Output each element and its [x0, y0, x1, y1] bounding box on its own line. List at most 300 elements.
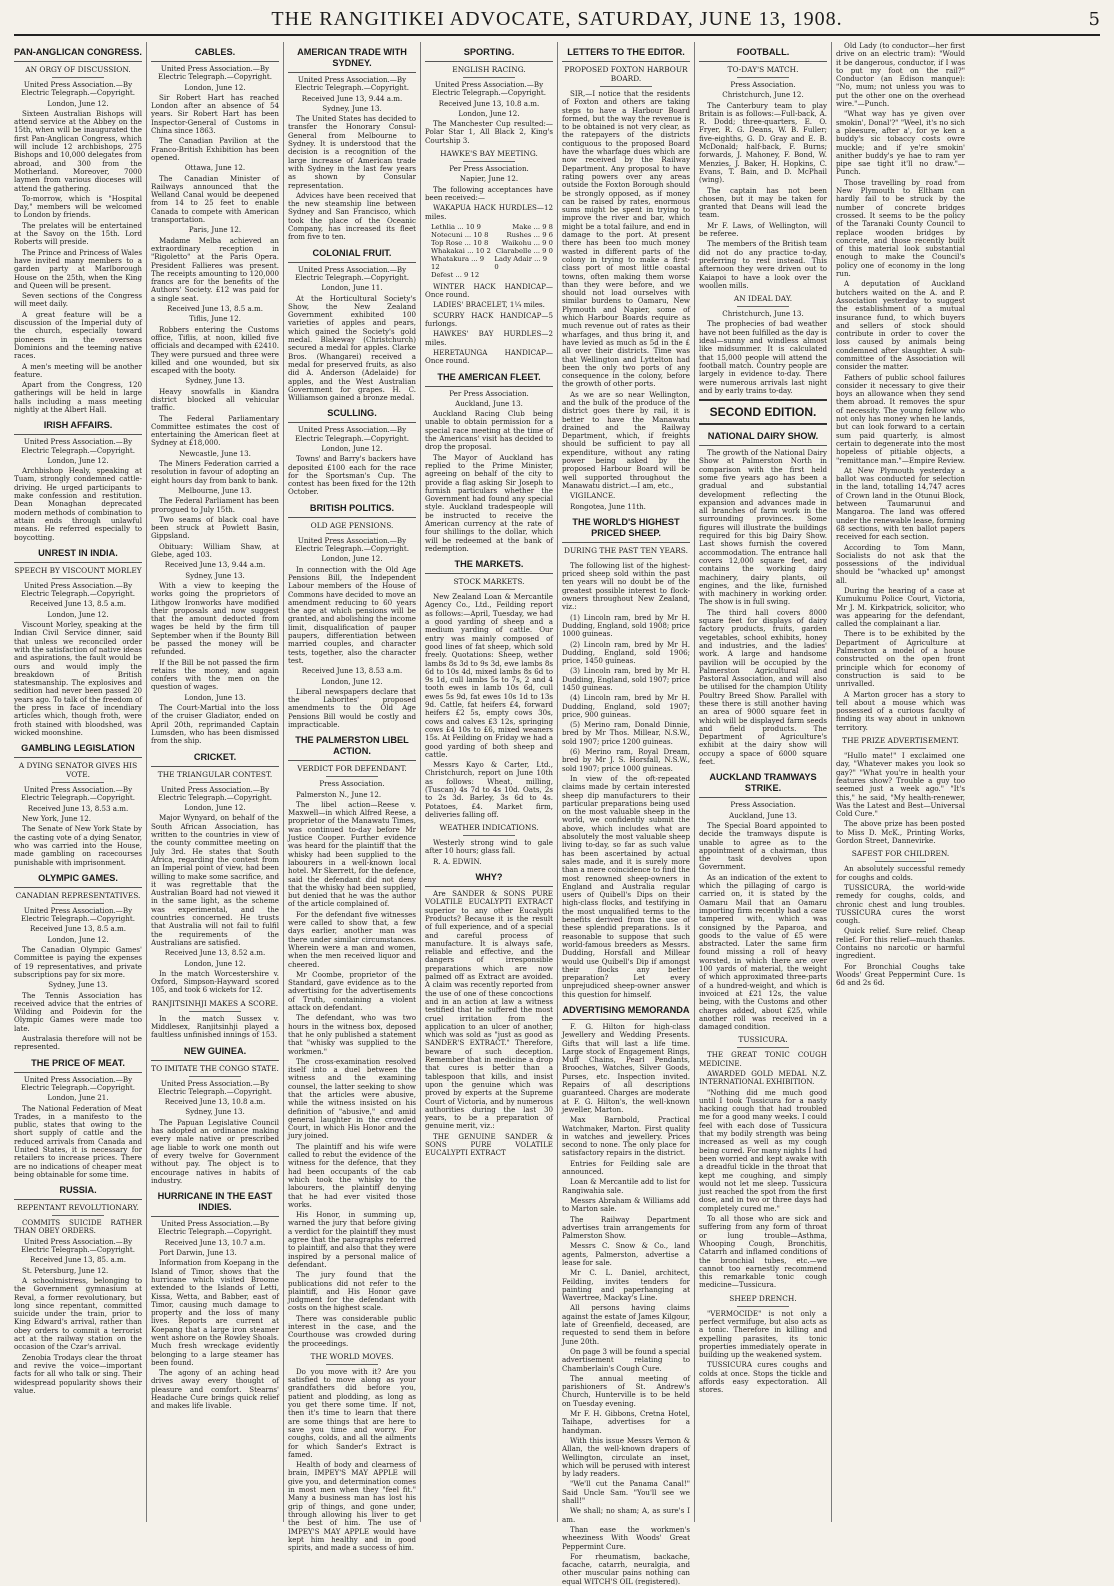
article-paragraph: Port Darwin, June 13.: [159, 1248, 237, 1258]
article-paragraph: Press Association.: [730, 80, 796, 89]
article-paragraph: Auckland, June 13.: [729, 810, 797, 820]
article: [836, 849, 965, 987]
article-paragraph: "Hullo mate!" I exclaimed one day, "Whatever makes you look so gay?" "What you're in health your features show? Trouble a guy too seemed just a week ago." "It's this," he said, "My health-renewer, Was the Latest and Best—Universal Cold Cure.": [836, 751, 965, 819]
section-rule: [326, 1364, 377, 1365]
article-paragraph: London, June 21.: [47, 1093, 109, 1103]
article-paragraph: Obituary: William Shaw, at Glebe, aged 103.: [151, 541, 279, 560]
article-paragraph: As an indication of the extent to which the pillaging of cargo is carried on, it is stated by the Oamaru Mail that an Oamaru importing firm recently had a case tampered with, which was consigned by the Paparoa, and goods to the value of £5 were abstracted. Later the same firm found missing a roll of heavy worsted, in which there are over 100 yards of material, the weight of which approximated three-parts of a hundred-weight, and which is invoiced at £21 12s, the value being, with the Customs and other charges added, about £25, while another roll was received in a damaged condition.: [699, 872, 827, 1032]
article: [151, 1044, 279, 1186]
column-2: [147, 42, 284, 1522]
article-paragraph: To all those who are sick and suffering from any form of throat or lung trouble—Asthma, Whooping Cough, Bronchitis, Catarrh and inflamed conditions of the bronchial tubes, etc.—we cannot too earnestly recommend this remarkable tonic cough medicine—Tussicura.: [699, 1214, 827, 1290]
article-paragraph: The defendant, who was two hours in the witness box, deposed that he only published a statement that "whisky was supplied to the workmen.": [288, 1013, 416, 1056]
article-subheading: WEATHER INDICATIONS.: [439, 823, 539, 833]
article-paragraph: The United States has decided to transfer the Honorary Consul-General from Melbourne to Sydney. It is understood that the decision is a recognition of the large increase of American trade with Sydney in the last few years as shown by Consular representation.: [288, 114, 416, 190]
article-paragraph: (3) Lincoln ram, bred by Mr H. Dudding, England, sold 1907; price 1450 guineas.: [562, 666, 690, 692]
article-paragraph: The cross-examination resolved itself into a duel between the witness and the examining counsel, the latter seeking to show that the articles were abusive, while the witness insisted on his definition of "abusive," and amid general laughter in the crowded Court, in which His Honor and the jury joined.: [288, 1056, 416, 1141]
article-paragraph: The Mayor of Auckland has replied to the Prime Minister, agreeing on behalf of the city to provide a flag asking Sir Joseph to furnish particulars whether the Government had found any special style. Auckland tradespeople will be instructed to receive the American currency at the rate of four shillings to the dollar, which will be redeemed at the bank of redemption.: [425, 452, 553, 553]
article-paragraph: United Press Association.—By Electric Telegraph.—Copyright.: [295, 75, 409, 93]
article-paragraph: Palmerston N., June 12.: [296, 789, 382, 799]
section-rule: [52, 903, 103, 904]
article-subheading: RANJITSINHJI MAKES A SCORE.: [151, 998, 279, 1008]
article: [151, 1189, 279, 1411]
article-paragraph: Australasia therefore will not be represented.: [14, 1034, 142, 1052]
article-paragraph: The Special Board appointed to decide the tramways dispute is unable to agree as to the appointment of a chairman, thus the task devolves upon Government.: [699, 820, 827, 872]
article-paragraph: At New Plymouth yesterday a ballot was conducted for selection in the land, totalling 14,747 acres of Crown land in the Otunui Block, between Taumarunui and Mangaroa. The land was offered under the renewable lease, forming 68 sections, with ten ballot papers received for each section.: [836, 465, 965, 542]
column-container: [10, 41, 1104, 1586]
article-paragraph: "VERMOCIDE" is not only a perfect vermifuge, but also acts as a tonic. Therefore in killing and expelling parasites, its tonic properties immediately operate in building up the weakened system.: [699, 1308, 827, 1360]
article-paragraph: Sydney, June 13.: [185, 1107, 245, 1117]
section-rule: [52, 782, 103, 783]
article-paragraph: "Nothing did me much good until I took Tussicura for a nasty hacking cough that had troubled me for a good many weeks. I could feel with each dose of Tussicura that my bodily strength was being increased as well as my cough being cured. For many nights I had been worried and kept awake with a dreadful tickle in the throat that kept me coughing, and simply would not let me sleep. Tussicura just reached the spot from the first dose, and in two or three days had completely cured me.": [699, 1087, 827, 1213]
article-paragraph: Viscount Morley, speaking at the Indian Civil Service dinner, said that unless we reconciled order with the satisfaction of native ideas and aspirations, the fault would be ours and would imply the breakdown of British statesmanship. The explosives and sedition had never been passed 20 years ago. To talk of the freedom of the press in face of incendiary articles which, though froth, were froth stained with bloodshed, was wicked moonshine.: [14, 620, 142, 737]
article-paragraph: The Court-Martial into the loss of the cruiser Gladiator, ended on April 20th, reprimanded Captain Lumsden, who has been dismissed from the ship.: [151, 703, 279, 746]
article-paragraph: Sydney, June 13.: [185, 570, 245, 580]
article-paragraph: United Press Association.—By Electric Telegraph.—Copyright.: [295, 535, 409, 554]
section-rule: [463, 835, 514, 836]
article-paragraph: Sydney, June 13.: [48, 980, 108, 990]
article-paragraph: There is to be exhibited by the Department of Agriculture at Palmerston a model of a house constructed on the open front principle which for economy of construction is said to be unrivalled.: [836, 629, 965, 689]
article-paragraph: A great feature will be a discussion of the Imperial duty of the church, especially toward pioneers in the overseas Dominions and the teeming native races.: [14, 309, 142, 361]
article: [14, 45, 142, 414]
article-paragraph: Archbishop Healy, speaking at Tuam, strongly condemned cattle-driving. He urged participants to make confession and restitution. Dean Monaghan deprecated modern methods of combination to attain ends through unlawful means. He referred especially to boycotting.: [14, 466, 142, 542]
article: [699, 294, 827, 395]
article-paragraph: The Canadian Olympic Games' Committee is paying the expenses of 19 representatives, and private subscriptions pay for six more.: [14, 945, 142, 979]
article-subheading: THE TRIANGULAR CONTEST.: [157, 769, 273, 779]
article-subheading: SHEEP DRENCH.: [729, 1293, 797, 1303]
article: [425, 283, 553, 366]
article-paragraph: Received June 13, 9.44 a.m.: [301, 93, 403, 103]
article: [562, 515, 690, 999]
article-paragraph: Per Press Association.: [449, 164, 529, 174]
article: [14, 546, 142, 737]
section-rule: [189, 782, 240, 783]
article-paragraph: The following list of the highest-priced sheep sold within the past ten years will no doubt be of the greatest possible interest to flock-owners throughout New Zealand, viz.:: [562, 560, 690, 612]
article-paragraph: United Press Association.—By Electric Telegraph.—Copyright.: [295, 425, 409, 443]
article: [288, 246, 416, 403]
article-paragraph: Towns' and Barry's backers have deposited £100 each for the race for the Sportsman's Cup. The contest has been fixed for the 12th October.: [288, 454, 416, 497]
article-paragraph: The prophecies of bad weather have not been fulfilled as the day is ideal—sunny and windless almost like midsummer. It is calculated that 15,000 people will attend the football match. Country people are largely in evidence to-day. There were numerous arrivals last night and by early trains to-day.: [699, 319, 827, 395]
article-headline: IRISH AFFAIRS.: [14, 418, 142, 435]
article-headline: RUSSIA.: [14, 1183, 142, 1200]
article-paragraph: If the Bill be not passed the firm retains the money, and again confers with the men on the question of wages.: [151, 657, 279, 692]
article-subheading: TUSSICURA.: [738, 1035, 788, 1045]
section-rule: [737, 1306, 788, 1307]
section-rule: [737, 1047, 788, 1048]
article-paragraph: Zenobia Trodays clear the throat and revive the voice—important facts for all who talk or sing. Their widespread popularity shows their value.: [14, 1352, 142, 1395]
article-paragraph: F. G. Hilton for high-class Jewellery and Wedding Presents. Gifts that will last a life time. Large stock of Engagement Rings, Muff Chains, Pearl Pendants, Brooches, Watches, Silver Goods, Purses, etc. Inspection invited. Repairs of all descriptions guaranteed. Charges are moderate at F. G. Hilton's, the well-known jeweller, Marton.: [562, 1021, 690, 1114]
article-paragraph: His Honor, in summing up, warned the jury that before giving a verdict for the plaintiff they must agree that the paragraphs referred to plaintiff, and also that they were inspired by a personal malice of defendant.: [288, 1210, 416, 1269]
article-paragraph: Messrs Kayo & Carter, Ltd., Christchurch, report on June 10th as follows: Wheat, milling, (Tuscan) 4s 7d to 4s 10d. Oats, 2s to 2s 3d. Barley, 3s 6d to 4s. Potatoes, £4. Market firm, deliveries falling off.: [425, 760, 553, 819]
article-paragraph: (6) Merino ram, Royal Dream, bred by Mr J. S. Horsfall, N.S.W., sold 1907; price 1000 guineas.: [562, 747, 690, 773]
article-subheading: A DYING SENATOR GIVES HIS VOTE.: [18, 761, 138, 780]
section-rule: [326, 776, 377, 777]
article-paragraph: Heavy snowfalls in Kiandra district blocked all vehicular traffic.: [151, 386, 279, 413]
article: [699, 45, 827, 290]
article-headline: WHY?: [425, 870, 553, 887]
article-headline: SCULLING.: [288, 406, 416, 423]
section-rule: [52, 578, 103, 579]
article: [699, 1035, 827, 1289]
article-paragraph: United Press Association.—By Electric Telegraph.—Copyright.: [158, 1078, 272, 1096]
article-paragraph: VIGILANCE.: [570, 491, 616, 501]
article-paragraph: Paris, June 12.: [188, 225, 242, 235]
page-number: 5: [1088, 8, 1100, 30]
article-paragraph: Melbourne, June 13.: [178, 485, 252, 495]
article-paragraph: All persons having claims against the estate of James Kilgour, late of Greenfield, deceased, are requested to send them in before June 20th.: [562, 1303, 690, 1346]
article-subheading: STOCK MARKETS.: [453, 577, 525, 587]
article-headline: SPORTING.: [425, 45, 553, 62]
article-paragraph: London, June 13.: [184, 692, 246, 702]
article-paragraph: The Railway Department advertises train arrangements for Palmerston Show.: [562, 1214, 690, 1241]
article-paragraph: Mr F. Laws, of Wellington, will be referee.: [699, 220, 827, 239]
masthead-title: THE RANGITIKEI ADVOCATE, SATURDAY, JUNE 13, 1908.: [271, 7, 843, 30]
article-paragraph: London, June 12.: [458, 108, 520, 118]
table-row: [431, 247, 553, 255]
section-rule: [326, 533, 377, 534]
article-paragraph: AWARDED GOLD MEDAL N.Z. INTERNATIONAL EXHIBITION.: [699, 1068, 827, 1087]
article-paragraph: The Papuan Legislative Council has adopted an ordinance making every male native or prescribed age liable to work one month out of every twelve for Government without pay. The object is to encourage natives in habits of industry.: [151, 1117, 279, 1185]
article-paragraph: London, June 12.: [184, 82, 246, 92]
table-cell: Defest ... 9 12: [431, 270, 480, 279]
article-paragraph: Christchurch, June 13.: [722, 309, 804, 319]
article-paragraph: The annual meeting of parishioners of St. Andrew's Church, Hunterville is to be held on Tuesday evening.: [562, 1373, 690, 1408]
article-paragraph: United Press Association.—By Electric Telegraph.—Copyright.: [21, 580, 135, 599]
article: [562, 1003, 690, 1586]
section-rule: [600, 86, 651, 87]
article-headline: NATIONAL DAIRY SHOW.: [699, 429, 827, 446]
article-paragraph: Westerly strong wind to gale after 10 hours; glass fall.: [425, 838, 553, 856]
article: [14, 741, 142, 867]
article-paragraph: London, June 12.: [47, 609, 109, 619]
article-paragraph: (2) Lincoln ram, bred by Mr H. Dudding, England, sold 1906; price, 1450 guineas.: [562, 639, 690, 666]
article-headline: PAN-ANGLICAN CONGRESS.: [14, 45, 142, 62]
article-paragraph: Auckland, June 13.: [455, 398, 523, 408]
article-paragraph: (1) Lincoln ram, bred by Mr H. Dudding, England, sold 1908; price 1000 guineas.: [562, 612, 690, 639]
article-paragraph: In the match Worcestershire v. Oxford, Simpson-Hayward scored 105, and took 6 wickets for 12.: [151, 968, 279, 995]
article-paragraph: COMMITS SUICIDE RATHER THAN OBEY ORDERS.: [14, 1218, 142, 1236]
article: [151, 45, 279, 746]
article: [425, 557, 553, 819]
article-paragraph: The Canadian Pavilion at the Franco-British Exhibition has been opened.: [151, 136, 279, 162]
article-paragraph: Received June 13, 8.5 a.m.: [30, 599, 126, 609]
article-paragraph: THE GENUINE SANDER & SONS PURE VOLATILE EUCALYPTI EXTRACT: [425, 1131, 553, 1158]
article-paragraph: Christchurch, June 12.: [722, 90, 804, 100]
table-cell: Lethlia ... 10 9: [431, 222, 481, 231]
column-4: [421, 42, 558, 1522]
article-paragraph: New York, June 12.: [22, 814, 91, 824]
article: [288, 406, 416, 496]
article-paragraph: United Press Association.—By Electric Telegraph.—Copyright.: [432, 80, 546, 98]
article-headline: CRICKET.: [151, 750, 279, 767]
article-paragraph: Received June 13, 10.8 a.m.: [164, 1097, 266, 1107]
article: [425, 45, 553, 145]
article-subheading: SAFEST FOR CHILDREN.: [851, 849, 950, 859]
article-paragraph: A Marton grocer has a story to tell about a mouse which was possessed of a curious faculty of finding its way about in unknown territory.: [836, 689, 965, 732]
article-paragraph: London, June 12.: [321, 554, 383, 564]
article-paragraph: HAWKES' BAY HURDLES—2 miles.: [425, 329, 553, 347]
article-headline: BRITISH POLITICS.: [288, 501, 416, 518]
article-paragraph: Mr Coombe, proprietor of the Standard, gave evidence as to the advertising for the advertisements of Truth, containing a violent attack on defendant.: [288, 969, 416, 1013]
article: [288, 45, 416, 242]
article-paragraph: United Press Association.—By Electric Telegraph.—Copyright.: [21, 80, 135, 98]
article-headline: UNREST IN INDIA.: [14, 546, 142, 563]
article-headline: HURRICANE IN THE EAST INDIES.: [151, 1189, 279, 1217]
article-subheading: TO-DAY'S MATCH.: [727, 65, 799, 74]
article-paragraph: The Miners Federation carried a resolution in favour of adopting an eight hours day from bank to bank.: [151, 459, 279, 485]
article-paragraph: With a view to keeping the works going the proprietors of Lithgow Ironworks have modified their proposals and now suggest that the amount deducted from wages be held by the firm till September when if the Bounty Bill be passed the money will be refunded.: [151, 580, 279, 657]
article-paragraph: Seven sections of the Congress will meet daily.: [14, 291, 142, 309]
table-cell: Whatakura ... 9 12: [431, 254, 485, 271]
race-acceptances-table: [431, 223, 553, 279]
article-paragraph: London, June 11.: [321, 283, 383, 293]
article-paragraph: Sir Robert Hart has reached London after an absence of 54 years. Sir Robert Hart has been Inspector-General of Customs in China since 1863.: [151, 92, 279, 136]
article-subheading: ENGLISH RACING.: [452, 65, 526, 74]
article: [288, 1352, 416, 1553]
article-paragraph: United Press Association.—By Electric Telegraph.—Copyright.: [158, 64, 272, 82]
article-paragraph: The National Federation of Meat Trades, in a manifesto to the public, states that owing to the short supply of cattle and the reduced arrivals from Canada and United States, it is necessary for retailers to increase prices. There are no indications of cheaper meat being obtainable for some time.: [14, 1103, 142, 1179]
article-paragraph: The Federal Parliament has been prorogued to July 15th.: [151, 496, 279, 514]
article-paragraph: Health of body and clearness of brain, IMPEY'S MAY APPLE will give you, and determination comes in most men when they "feel fit." Many a business man has lost his grip of things, and gone under, through allowing his liver to get the best of him. The use of IMPEY'S MAY APPLE would have kept him healthy and in good spirits, and made a success of him.: [288, 1460, 416, 1553]
article: [425, 823, 553, 866]
article-paragraph: The plaintiff and his wife were called to rebut the evidence of the witness for the defence, that they had been occupants of the cab which took the whisky to the labourers, the plaintiff denying that he had ever visited those works.: [288, 1141, 416, 1209]
article: [288, 733, 416, 1348]
column-3: [284, 42, 421, 1553]
article-paragraph: The agony of an aching head drives away every thought of pleasure and comfort. Stearns' Headache Cure brings quick relief and makes life livable.: [151, 1368, 279, 1411]
article-paragraph: The Senate of New York State by the casting vote of a dying Senator, who was carried into the House, made gambling on racecourses punishable with imprisonment.: [14, 824, 142, 867]
article: [699, 429, 827, 766]
article-paragraph: Loan & Mercantile add to list for Rangiwahia sale.: [562, 1177, 690, 1195]
article-paragraph: For the defendant five witnesses were called to show that, a few days earlier, another man was there under similar circumstances. Wherein were a man and women, when the men received liquor and cheered.: [288, 909, 416, 969]
article-paragraph: Received June 13, 8.52 a.m.: [164, 948, 266, 958]
table-row: [431, 255, 553, 271]
article-paragraph: Advices have been received that the new steamship line between Sydney and San Francisco, which took the place of the Oceanic Company, has increased its fleet from five to ten.: [288, 190, 416, 242]
masthead: [14, 4, 1100, 36]
article-paragraph: The following acceptances have been received:—: [425, 184, 553, 202]
article-paragraph: Napier, June 12.: [459, 174, 519, 184]
article-subheading: SPEECH BY VISCOUNT MORLEY: [14, 565, 142, 575]
article-paragraph: With this issue Messrs Vernon & Allan, the well-known drapers of Wellington, circulate an inset, which will be perused with interest by lady readers.: [562, 1435, 690, 1479]
article-headline: THE MARKETS.: [425, 557, 553, 574]
article-paragraph: London, June 12.: [47, 455, 109, 465]
article-paragraph: Per Press Association.: [449, 388, 529, 398]
article-paragraph: Received June 13, 8.5 a.m.: [167, 304, 263, 314]
article-paragraph: According to Tom Mann, Socialists do not ask that the possessions of the individual should be "whacked up" amongst all.: [836, 542, 965, 585]
article: [151, 999, 279, 1040]
section-rule: [463, 161, 514, 162]
article-subheading: HAWKE'S BAY MEETING.: [440, 149, 538, 159]
article-paragraph: London, June 12.: [321, 676, 383, 686]
article-paragraph: At the Horticultural Society's Show, the New Zealand Government exhibited 100 varieties of apples and pears, which gained the Society's gold medal. Blakeway (Christchurch) secured a medal for apples. Clarke Bros. (Whangarei) received a medal for preserved fruits, as also did A. Anderson (Adelaide) for apples, and the West Australian Government for grapes. H. C. Williamson gained a bronze medal.: [288, 293, 416, 403]
article-headline: THE WORLD'S HIGHEST PRICED SHEEP.: [562, 515, 690, 543]
article-headline: GAMBLING LEGISLATION: [14, 741, 142, 758]
article: [14, 871, 142, 1052]
article-subheading: CANADIAN REPRESENTATIVES.: [15, 890, 141, 900]
article-paragraph: Quick relief. Sure relief. Cheap relief. For this relief—much thanks. Contains no narcotic or harmful ingredient.: [836, 926, 965, 961]
article-paragraph: United Press Association.—By Electric Telegraph.—Copyright.: [158, 1219, 272, 1237]
article-headline: FOOTBALL.: [699, 45, 827, 62]
column-1: [10, 42, 147, 1522]
article-paragraph: Major Wynyard, on behalf of the South African Association, has written to the countries in view of the county committee meeting on July 3rd. He states that South Africa, regarding the contest from an Imperial point of view, had been willing to make some sacrifice, and it was regrettable that the Australian Board had not viewed it in the same light, as the scheme was experimental, and the countries concerned. He trusts that Australia will not fail to fulfil the requirements of the Australians are satisfied.: [151, 813, 279, 947]
article: [699, 1294, 827, 1395]
article-subheading: THE WORLD MOVES.: [310, 1351, 394, 1361]
column-5: [558, 42, 695, 1586]
edition-banner: SECOND EDITION.: [699, 399, 827, 425]
article-paragraph: New Zealand Loan & Mercantile Agency Co., Ltd., Feilding report as follows:—April, Tuesday, we had a good yarding of sheep and a medium yarding of cattle. Our entry was mainly composed of good lines of fat sheep, which sold freely. Quotations: Sheep, wether lambs 8s 3d to 9s 3d, ewe lambs 8s 6d to 10s 4d, mixed lambs 8s 6d to 9s 1d, cull lambs 5s to 7s, 2 and 4 tooth ewes in lamb 10s 6d, cull ewes 5s 9d, fat ewes 10s 1d to 13s 9d. Cattle, fat heifers £4, forward heifers £2 5s, empty cows 30s, cows and calves £3 12s, springing cows £4 10s to £6, mixed weaners 15s. At Feilding on Friday we had a good yarding of both sheep and cattle.: [425, 592, 553, 759]
article-paragraph: There was considerable public interest in the case, and the Courthouse was crowded during the proceedings.: [288, 1313, 416, 1348]
article-headline: LETTERS TO THE EDITOR.: [562, 45, 690, 62]
article-paragraph: Rongotea, June 11th.: [570, 501, 646, 511]
article-paragraph: THE GREAT TONIC COUGH MEDICINE.: [699, 1050, 827, 1068]
article: [425, 370, 553, 554]
section-rule: [189, 1076, 240, 1077]
article-paragraph: Received June 13, 9.44 a.m.: [164, 560, 266, 570]
article: [836, 736, 965, 845]
article-paragraph: Received June 13, 85. a.m.: [30, 1255, 126, 1265]
article-paragraph: The Federal Parliamentary Committee estimates the cost of entertaining the American fleet at Sydney at £18,000.: [151, 413, 279, 448]
article-paragraph: The prelates will be entertained at the Savoy on the 15th. Lord Roberts will preside.: [14, 220, 142, 247]
table-cell: Make ... 9 8: [512, 222, 553, 231]
article-paragraph: In the match Sussex v. Middlesex, Ranjitsinhji played a faultless unfinished innings of 153.: [151, 1013, 279, 1040]
article-paragraph: London, June 12.: [184, 958, 246, 968]
article-paragraph: The Manchester Cup resulted:—Polar Star 1, All Black 2, King's Courtship 3.: [425, 119, 553, 145]
article: [562, 45, 690, 511]
section-rule: [52, 77, 103, 78]
article-paragraph: Max Barnbold, Practical Watchmaker, Marton. First quality in watches and jewellery. Prices second to none. The only place for satisfactory repairs in the district.: [562, 1115, 690, 1158]
article: [14, 1056, 142, 1180]
article-paragraph: During the hearing of a case at Kumukumu Police Court, Victoria, Mr J. M. Kirkpatrick, solicitor, who was appearing for the defendant, called the complainant a liar.: [836, 586, 965, 629]
article-paragraph: Received June 13, 10.8 a.m.: [438, 98, 540, 108]
article-paragraph: Sydney, June 13.: [322, 103, 382, 113]
article-paragraph: The libel action—Reese v. Maxwell—in which Alfred Reese, a proprietor of the Manawatu Times, was continued to-day before Mr Justice Cooper. Further evidence was heard for the plaintiff that the whisky had been supplied to the labourers in a well-known local hotel. Mr Skerrett, for the defence, said the defendant did not deny that the whisky had been supplied, but denied that he was the author of the article complained of.: [288, 799, 416, 909]
article-headline: THE AMERICAN FLEET.: [425, 370, 553, 387]
article-paragraph: Than ease the workmen's wheeziness With Woods' Great Peppermint Cure.: [562, 1524, 690, 1551]
article-headline: NEW GUINEA.: [151, 1044, 279, 1061]
article-paragraph: Those travelling by road from New Plymouth to Eltham can hardly fail to be struck by the number of concrete bridges crossed. It seems to be the policy of the Taranaki County Council to replace wooden bridges by concrete, and those recently built of this material look substantial enough to make the Council's policy one of economy in the long run.: [836, 177, 965, 279]
table-cell: Clarabelle ... 9 0: [495, 246, 553, 255]
article-paragraph: Tiflis, June 12.: [189, 314, 241, 324]
article-paragraph: The jury found that the publications did not refer to the plaintiff, and His Honor gave judgment for the defendant with costs on the highest scale.: [288, 1270, 416, 1313]
article-paragraph: St. Petersburg, June 12.: [22, 1265, 109, 1275]
article-paragraph: Messrs Abraham & Williams add to Marton sale.: [562, 1195, 690, 1214]
article-paragraph: United Press Association.—By Electric Telegraph.—Copyright.: [21, 905, 135, 924]
article-paragraph: Entries for Feilding sale are announced.: [562, 1158, 690, 1177]
article-headline: THE PALMERSTON LIBEL ACTION.: [288, 733, 416, 761]
article-paragraph: Press Association.: [730, 800, 796, 810]
article: [14, 418, 142, 542]
article: [425, 149, 553, 279]
article-paragraph: Received June 13, 10.7 a.m.: [164, 1237, 266, 1247]
article-paragraph: Are SANDER & SONS PURE VOLATILE EUCALYPTI EXTRACT superior to any other Eucalypti Products? Because it is the result of full experience, and of a special and careful process of manufacture. It is always safe, reliable and effective, and the dangers of irresponsible preparations which are now palmed off as Extract are avoided. A claim was recently reported from the use of one of these concoctions and in an action at law a witness testified that he suffered the most cruel irritation from the application to an ulcer of another, which was sold as "just as good as SANDER'S EXTRACT." Therefore, beware of such deception. Remember that in medicine a drop that cures is better than a tablespoon that kills, and insist upon the genuine which was proved by experts at the Supreme Court of Victoria, and by numerous authorities during the last 30 years, to be a preparation of genuine merit, viz.:: [425, 889, 553, 1131]
table-cell: Notecuni ... 10 8: [431, 230, 489, 239]
section-rule: [737, 306, 788, 307]
section-rule: [189, 1011, 240, 1012]
article-paragraph: LADIES' BRACELET, 1¼ miles.: [433, 300, 545, 310]
article-paragraph: Madame Melba achieved an extraordinary reception in "Rigoletto" at the Paris Opera. President Fallieres was present. The receipts amounting to 120,000 francs are for the benefits of the Authors' Society. £12 was paid for a single seat.: [151, 235, 279, 303]
article-paragraph: WAKAPUA HACK HURDLES—12 miles.: [425, 203, 553, 221]
article-headline: AMERICAN TRADE WITH SYDNEY.: [288, 45, 416, 73]
article-paragraph: A men's meeting will be another feature.: [14, 361, 142, 379]
article-headline: ADVERTISING MEMORANDA: [562, 1003, 690, 1020]
article-subheading: REPENTANT REVOLUTIONARY.: [17, 1203, 139, 1213]
article-paragraph: Sixteen Australian Bishops will attend service at the Abbey on the 15th, when will be inaugurated the first Pan-Anglican Congress, which will include 12 archbishops, 275 Bishops and 10,000 delegates from abroad, and 300 from the Motherland. Moreover, 7000 laymen from various dioceses will attend the gathering.: [14, 108, 142, 193]
article: [288, 501, 416, 730]
article-headline: AUCKLAND TRAMWAYS STRIKE.: [699, 770, 827, 798]
article-paragraph: Old Lady (to conductor—her first drive on an electric tram): "Would it be dangerous, conductor, if I was to put my foot on the rail?" Conductor (an Edison manque): "No, mum; not unless you was to put the other one on the overhead wire."—Punch.: [836, 41, 965, 109]
section-rule: [875, 861, 927, 862]
article: [151, 750, 279, 995]
table-cell: Whakakai ... 10 2: [431, 246, 491, 255]
article-paragraph: A schoolmistress, belonging to the Government gymnasium at Reval, a former revolutionary, but long since repentant, committed suicide under the train, prior to King Edward's arrival, rather than obey orders to commit a terrorist act at the railway station on the occasion of the Czar's arrival.: [14, 1275, 142, 1352]
article-paragraph: Ottawa, June 12.: [184, 163, 246, 173]
article-subheading: VERDICT FOR DEFENDANT.: [297, 764, 407, 774]
column-6: [695, 42, 832, 1522]
article-paragraph: United Press Association.—By Electric Telegraph.—Copyright.: [21, 437, 135, 455]
article-paragraph: London, June 12.: [47, 934, 109, 944]
article-paragraph: Sydney, June 13.: [185, 376, 245, 386]
article-headline: CABLES.: [151, 45, 279, 62]
article-paragraph: London, June 12.: [47, 98, 109, 108]
article-headline: OLYMPIC GAMES.: [14, 871, 142, 888]
article-paragraph: The Canterbury team to play Britain is as follows:—Full-back, A. R. Dodd; three-quarters, E. O. Fryer, R. G. Deans, W. B. Fuller; five-eighths, G. D. Gray and E. B. McDonald; half-back, F. Burns; forwards, J. Mahoney, F. Bond, W. Menzies, J. Baker, H. Hopkins, C. Evans, T. Bain, and D. McPhail (wing).: [699, 100, 827, 185]
article-paragraph: United Press Association.—By Electric Telegraph.—Copyright.: [158, 784, 272, 802]
article-paragraph: In view of the oft-repeated claims made by certain interested sheep dip manufacturers to their particular preparations being used on the most valuable sheep in the world, we confidently submit the above, which includes what are absolutely the most valuable sheep living to-day, so far as such value has been ascertained by actual sales made, and it is surely more than a mere coincidence to find the most renowned sheep-owners in England and Australia regular users of Quibell's Dips on their high-class flocks, and testifying in the most unqualified terms to the benefits derived from the use of these splendid preparations. Is it reasonable to suppose that such world-famous breeders as Messrs. Dudding, Horsfall and Millear would use Quibell's Dip if amongst their flocks any better preparation? Let every unprejudiced sheep-owner answer this question for himself.: [562, 773, 690, 999]
article-paragraph: Information from Koepang in the Island of Timor, shows that the hurricane which visited Broome extended to the Islands of Letti, Kissa, Wetta, and Babber, east of Timor, causing much damage to property and the loss of many lives. Reports are current at Koepang that a large iron steamer went ashore on the Rowley Shoals. Much fresh wreckage evidently belonging to a large steamer has been found.: [151, 1258, 279, 1367]
article: [14, 1183, 142, 1395]
article-paragraph: Press Association.: [319, 779, 385, 789]
article-paragraph: Apart from the Congress, 120 gatherings will be held in large halls including a mass meeting nightly at the Albert Hall.: [14, 380, 142, 414]
article-paragraph: On page 3 will be found a special advertisement relating to Chamberlain's Cough Cure.: [562, 1346, 690, 1373]
article-paragraph: We shall; no sham; A, as sure's I am.: [562, 1506, 690, 1524]
article: [425, 870, 553, 1158]
article-paragraph: "We'll cut the Panama Canal!" Said Uncle Sam. "You'll see we shall!": [562, 1479, 690, 1506]
article: [836, 42, 965, 732]
article-paragraph: Robbers entering the Customs office, Tiflis, at noon, killed five officials and decamped with £2410. They were pursued and three were killed and one wounded, but six escaped with the booty.: [151, 324, 279, 376]
article-paragraph: Received June 13, 8.53 a.m.: [27, 803, 129, 813]
table-row: [431, 239, 553, 247]
article-paragraph: WINTER HACK HANDICAP—Once round.: [425, 281, 553, 300]
section-rule: [875, 748, 927, 749]
article-paragraph: The Prince and Princess of Wales have invited many members to a garden party at Marlborough House on the 25th, when the King and Queen will be present.: [14, 247, 142, 290]
article-subheading: AN ORGY OF DISCUSSION.: [25, 65, 131, 74]
article-headline: THE PRICE OF MEAT.: [14, 1056, 142, 1073]
section-rule: [737, 77, 788, 78]
table-row: [431, 231, 553, 239]
article-subheading: AN IDEAL DAY.: [733, 294, 793, 304]
article-paragraph: The third hall covers 8000 square feet for displays of dairy factory products, fruits, garden vegetables, school exhibits, honey and industries, and the ladies' work. A large and handsome pavilion will be occupied by the Palmerston Agricultural and Pastoral Association, and will also be utilised for the champion Utility Poultry Breed Show. Parallel with these there is still another having an area of 9000 square feet in which will be displayed farm seeds and field products. The Department of Agriculture's exhibit at the dairy show will occupy a space of 6000 square feet.: [699, 607, 827, 767]
article-subheading: DURING THE PAST TEN YEARS.: [564, 545, 688, 555]
article-paragraph: As we are so near Wellington, and the bulk of the produce of the district goes there by rail, it is better to have the Manawatu drained and the Railway Department, which, if freights should be sufficient to pay all expenditure, without any rating power being asked by the proposed Harbour Board will be well supported throughout the Manawatu district.—I am, etc.,: [562, 389, 690, 490]
article-paragraph: Received June 13, 8.5 a.m.: [30, 924, 126, 934]
section-rule: [52, 1215, 103, 1216]
article-paragraph: TUSSICURA cures coughs and colds at once. Stops the tickle and affords easy expectoration. All stores.: [699, 1360, 827, 1395]
article-subheading: TO IMITATE THE CONGO STATE.: [151, 1063, 279, 1073]
article-paragraph: Liberal newspapers declare that the Laborites' proposed amendments to the Old Age Pensions Bill would be costly and impracticable.: [288, 686, 416, 729]
article-paragraph: The above prize has been posted to Miss D. McK., Printing Works, Gordon Street, Dannevirke.: [836, 819, 965, 846]
article-paragraph: SCURRY HACK HANDICAP—5 furlongs.: [425, 310, 553, 329]
article-paragraph: United Press Association.—By Electric Telegraph.—Copyright.: [295, 264, 409, 282]
article-paragraph: Received June 13, 8.53 a.m.: [301, 666, 403, 676]
table-cell: Lady Adair ... 9 0: [494, 254, 548, 271]
table-cell: Waikohu ... 9 0: [501, 238, 553, 247]
article-paragraph: The captain has not been chosen, but it may be taken for granted that Deans will lead the team.: [699, 185, 827, 220]
article-paragraph: London, June 12.: [184, 803, 246, 813]
article-paragraph: United Press Association.—By Electric Telegraph.—Copyright.: [21, 1236, 135, 1255]
article-paragraph: United Press Association.—By Electric Telegraph.—Copyright.: [21, 785, 135, 803]
article-paragraph: R. A. EDWIN.: [433, 856, 482, 866]
article-paragraph: Do you move with it? Are you satisfied to move along as your grandfathers did before you, patient and plodding, as long as you get there some time. If not, then it's time to learn that there are some things that are here to save you time and worry. For coughs, colds, and all the ailments for which Sander's Extract is famed.: [288, 1366, 416, 1459]
article-paragraph: A deputation of Auckland butchers waited on the A. and P. Association yesterday to suggest the establishment of a mutual insurance fund, to which buyers and sellers of stock should contribute in order to cover the loss caused by animals being condemned after slaughter. A sub-committee of the Association will consider the matter.: [836, 279, 965, 372]
article-paragraph: The Canadian Minister of Railways announced that the Welland Canal would be deepened from 14 to 25 feet to enable Canada to compete with American transportation.: [151, 173, 279, 225]
